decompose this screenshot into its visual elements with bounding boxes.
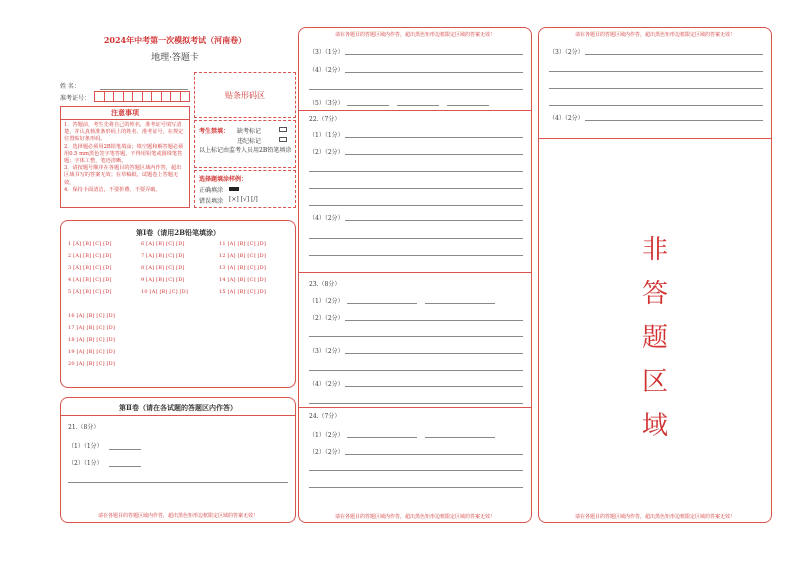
answer-line[interactable]: [309, 487, 523, 488]
absent-label: 缺考标记: [237, 128, 262, 135]
prohibit-label: 考生禁填：: [199, 128, 230, 135]
name-label: 姓 名：: [60, 83, 80, 90]
answer-line[interactable]: [109, 466, 141, 467]
q-label: （1）（2分）: [309, 298, 344, 305]
barcode-area: [194, 72, 296, 118]
answer-line[interactable]: [345, 54, 523, 55]
bubble-row[interactable]: 20 [A] [B] [C] [D]: [68, 361, 116, 367]
note-item: 3．请按题号顺序在各题目的答题区域内作答，超出区域书写的答案无效；在草稿纸、试题卷上答题无效。: [64, 165, 182, 186]
answer-line[interactable]: [109, 449, 141, 450]
answer-line[interactable]: [309, 205, 523, 206]
correct-fill-label: 正确填涂: [199, 187, 224, 194]
correct-fill-mark: [229, 187, 239, 191]
answer-line[interactable]: [345, 353, 523, 354]
exam-id-boxes[interactable]: [94, 91, 190, 102]
bubble-row[interactable]: 12 [A] [B] [C] [D]: [219, 253, 267, 259]
bubble-row[interactable]: 18 [A] [B] [C] [D]: [68, 337, 116, 343]
fill-sample-box: [194, 170, 296, 208]
answer-line[interactable]: [397, 105, 439, 106]
wrong-fill-label: 错误填涂: [199, 198, 224, 205]
boundary-notice: 请在各题目的答题区域内作答，超出黑色矩形边框限定区域的答案无效！: [574, 32, 735, 38]
answer-line[interactable]: [345, 320, 523, 321]
bubble-row[interactable]: 6 [A] [B] [C] [D]: [141, 241, 185, 247]
exam-title: 2024年中考第一次模拟考试（河南卷）: [103, 35, 247, 45]
wrong-fill-marks: [×] [√] [/]: [229, 196, 258, 203]
big-char: 题: [641, 323, 668, 353]
answer-line[interactable]: [345, 137, 523, 138]
note-item: 4．保持卡面清洁，不要折叠、不要弄破。: [64, 186, 161, 193]
note-item: 1．答题前，考生先将自己的姓名，准考证号填写清楚，并认真核准条形码上的姓名、准考证号，在规定位置贴好条形码。: [64, 122, 184, 143]
bubble-row[interactable]: 9 [A] [B] [C] [D]: [141, 277, 185, 283]
violate-checkbox[interactable]: [279, 137, 287, 142]
section2-title: 第Ⅱ卷（请在各试题的答题区内作答）: [119, 403, 237, 412]
note-item: 2．选择题必须用2B铅笔填涂；填空题和解答题必须用0.5 mm黑色签字笔答题，不得用铅笔或圆珠笔答题；字体工整、笔迹清晰。: [64, 143, 184, 165]
q-label: （3）（1分）: [309, 49, 344, 56]
bubble-row[interactable]: 15 [A] [B] [C] [D]: [219, 289, 267, 295]
answer-line[interactable]: [309, 336, 523, 337]
bubble-row[interactable]: 8 [A] [B] [C] [D]: [141, 265, 185, 271]
bubble-row[interactable]: 19 [A] [B] [C] [D]: [68, 349, 116, 355]
answer-line[interactable]: [345, 154, 523, 155]
bubble-row[interactable]: 3 [A] [B] [C] [D]: [68, 265, 112, 271]
boundary-notice: 请在各题目的答题区域内作答，超出黑色矩形边框限定区域的答案无效！: [97, 513, 258, 519]
answer-line[interactable]: [549, 71, 763, 72]
answer-line[interactable]: [585, 120, 763, 121]
q21-label: 21.（8分）: [68, 424, 100, 431]
answer-line[interactable]: [309, 370, 523, 371]
q-label: （4）（2分）: [549, 115, 584, 122]
boundary-notice: 请在各题目的答题区域内作答，超出黑色矩形边框限定区域的答案无效！: [334, 514, 495, 520]
answer-line[interactable]: [347, 303, 417, 304]
q-label: （3）（2分）: [549, 49, 584, 56]
q21-2-label: （2）（1分）: [68, 460, 103, 467]
big-char: 非: [641, 235, 668, 265]
prohibit-note: 以上标记由监考人员用2B铅笔填涂: [199, 147, 292, 154]
q-label: （1）（1分）: [309, 132, 344, 139]
section2-box: [60, 397, 296, 523]
bubble-row[interactable]: 10 [A] [B] [C] [D]: [141, 289, 189, 295]
section1-box: [60, 220, 296, 388]
absent-checkbox[interactable]: [279, 127, 287, 132]
answer-line[interactable]: [549, 88, 763, 89]
answer-line[interactable]: [549, 105, 763, 106]
boundary-notice: 请在各题目的答题区域内作答，超出黑色矩形边框限定区域的答案无效！: [574, 514, 735, 520]
q-label: （4）（2分）: [309, 381, 344, 388]
answer-line[interactable]: [309, 255, 523, 256]
boundary-notice: 请在各题目的答题区域内作答，超出黑色矩形边框限定区域的答案无效！: [334, 32, 495, 38]
answer-line[interactable]: [585, 54, 763, 55]
section1-title: 第Ⅰ卷（请用2B铅笔填涂）: [135, 228, 221, 237]
answer-line[interactable]: [345, 72, 523, 73]
exam-id-label: 准考证号：: [60, 95, 91, 102]
answer-line[interactable]: [345, 220, 523, 221]
bubble-row[interactable]: 2 [A] [B] [C] [D]: [68, 253, 112, 259]
answer-line[interactable]: [309, 403, 523, 404]
q-label: （4）（2分）: [309, 215, 344, 222]
answer-line[interactable]: [68, 482, 288, 483]
barcode-label: 贴条形码区: [225, 91, 265, 100]
column2-box: [298, 27, 532, 523]
answer-line[interactable]: [309, 188, 523, 189]
name-field[interactable]: [100, 89, 188, 90]
card-subtitle: 地理·答题卡: [151, 53, 199, 63]
fill-sample-heading: 选择题填涂样例：: [199, 176, 248, 183]
answer-line[interactable]: [347, 437, 417, 438]
big-char: 区: [641, 367, 668, 397]
q21-1-label: （1）（1分）: [68, 443, 103, 450]
q-label: （2）（2分）: [309, 449, 344, 456]
bubble-row[interactable]: 4 [A] [B] [C] [D]: [68, 277, 112, 283]
q-label: （1）（2分）: [309, 432, 344, 439]
big-char: 答: [641, 279, 668, 309]
q22-label: 22.（7分）: [309, 116, 341, 123]
q24-label: 24.（7分）: [309, 413, 341, 420]
bubble-row[interactable]: 5 [A] [B] [C] [D]: [68, 289, 112, 295]
non-answer-area-text: [635, 228, 675, 448]
answer-line[interactable]: [447, 105, 489, 106]
bubble-row[interactable]: 1 [A] [B] [C] [D]: [68, 241, 112, 247]
q-label: （2）（2分）: [309, 315, 344, 322]
answer-line[interactable]: [309, 171, 523, 172]
answer-line[interactable]: [309, 238, 523, 239]
answer-line[interactable]: [309, 89, 523, 90]
notes-box: [60, 106, 190, 208]
bubble-row[interactable]: 13 [A] [B] [C] [D]: [219, 265, 267, 271]
answer-line[interactable]: [425, 303, 495, 304]
q-label: （4）（2分）: [309, 67, 344, 74]
bubble-row[interactable]: 11 [A] [B] [C] [D]: [219, 241, 267, 247]
notes-heading: 注意事项: [61, 107, 189, 120]
bubble-row[interactable]: 14 [A] [B] [C] [D]: [219, 277, 267, 283]
answer-line[interactable]: [425, 437, 495, 438]
bubble-row[interactable]: 7 [A] [B] [C] [D]: [141, 253, 185, 259]
prohibit-box: [194, 120, 296, 168]
answer-line[interactable]: [347, 105, 389, 106]
answer-line[interactable]: [345, 386, 523, 387]
column3-box: [538, 27, 772, 523]
q-label: （3）（2分）: [309, 348, 344, 355]
big-char: 域: [641, 411, 668, 441]
bubble-row[interactable]: 16 [A] [B] [C] [D]: [68, 313, 116, 319]
q23-label: 23.（8分）: [309, 281, 341, 288]
q-label: （5）（3分）: [309, 100, 344, 107]
bubble-row[interactable]: 17 [A] [B] [C] [D]: [68, 325, 116, 331]
q-label: （2）（2分）: [309, 149, 344, 156]
violate-label: 违纪标记: [237, 138, 262, 145]
answer-line[interactable]: [345, 454, 523, 455]
answer-line[interactable]: [309, 470, 523, 471]
